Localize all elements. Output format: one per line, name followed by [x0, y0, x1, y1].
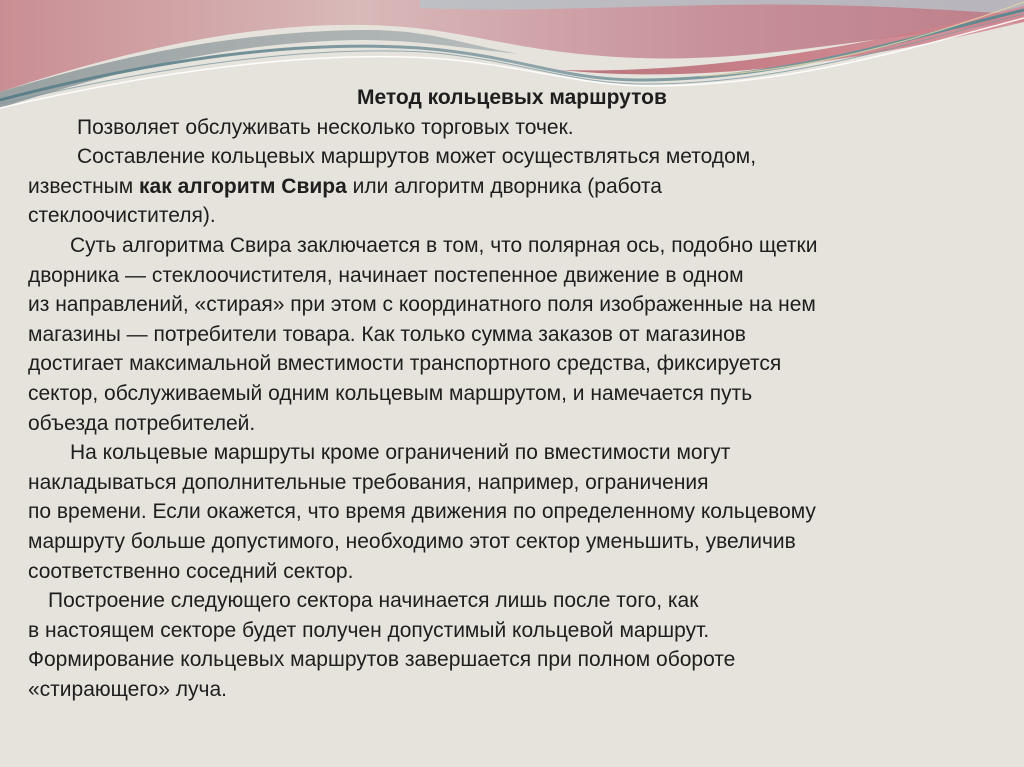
paragraph-4-line-3: по времени. Если окажется, что время движения по определенному кольцевому: [28, 500, 816, 524]
paragraph-4-line-4: маршруту больше допустимого, необходимо этот сектор уменьшить, увеличив: [28, 529, 796, 553]
slide-title: Метод кольцевых маршрутов: [357, 86, 667, 109]
paragraph-5-line-4: «стирающего» луча.: [28, 677, 227, 701]
paragraph-3-line-5: достигает максимальной вместимости транспортного средства, фиксируется: [28, 352, 782, 376]
paragraph-5-line-2: в настоящем секторе будет получен допустимый кольцевой маршрут.: [28, 618, 710, 642]
paragraph-3-line-2: дворника — стеклоочистителя, начинает постепенное движение в одном: [28, 263, 744, 287]
paragraph-5-line-3: Формирование кольцевых маршрутов завершается при полном обороте: [28, 648, 736, 672]
paragraph-2-line-2-post: или алгоритм дворника (работа: [346, 174, 662, 198]
paragraph-4-line-1: На кольцевые маршруты кроме ограничений по вместимости могут: [70, 441, 731, 465]
paragraph-2-line-2: [28, 172, 1003, 202]
paragraph-2-line-3: стеклоочистителя).: [28, 204, 216, 228]
paragraph-3-line-7: объезда потребителей.: [28, 411, 256, 435]
paragraph-3-line-4: магазины — потребители товара. Как только сумма заказов от магазинов: [28, 322, 746, 346]
paragraph-5-line-1: Построение следующего сектора начинается лишь после того, как: [48, 589, 699, 613]
paragraph-3-line-3: из направлений, «стирая» при этом с координатного поля изображенные на нем: [28, 293, 816, 317]
paragraph-3-line-6: сектор, обслуживаемый одним кольцевым маршрутом, и намечается путь: [28, 381, 753, 405]
paragraph-1: Позволяет обслуживать несколько торговых точек.: [77, 115, 574, 139]
paragraph-2-bold-phrase: как алгоритм Свира: [139, 174, 347, 198]
paragraph-4-line-2: накладываться дополнительные требования, например, ограничения: [28, 470, 709, 494]
paragraph-4-line-5: соответственно соседний сектор.: [28, 559, 354, 583]
paragraph-2-line-2-pre: известным: [28, 174, 140, 198]
slide-body: [28, 83, 1003, 704]
paragraph-2-line-1: Составление кольцевых маршрутов может осуществляться методом,: [77, 145, 757, 169]
paragraph-3-line-1: Суть алгоритма Свира заключается в том, что полярная ось, подобно щетки: [70, 233, 818, 257]
